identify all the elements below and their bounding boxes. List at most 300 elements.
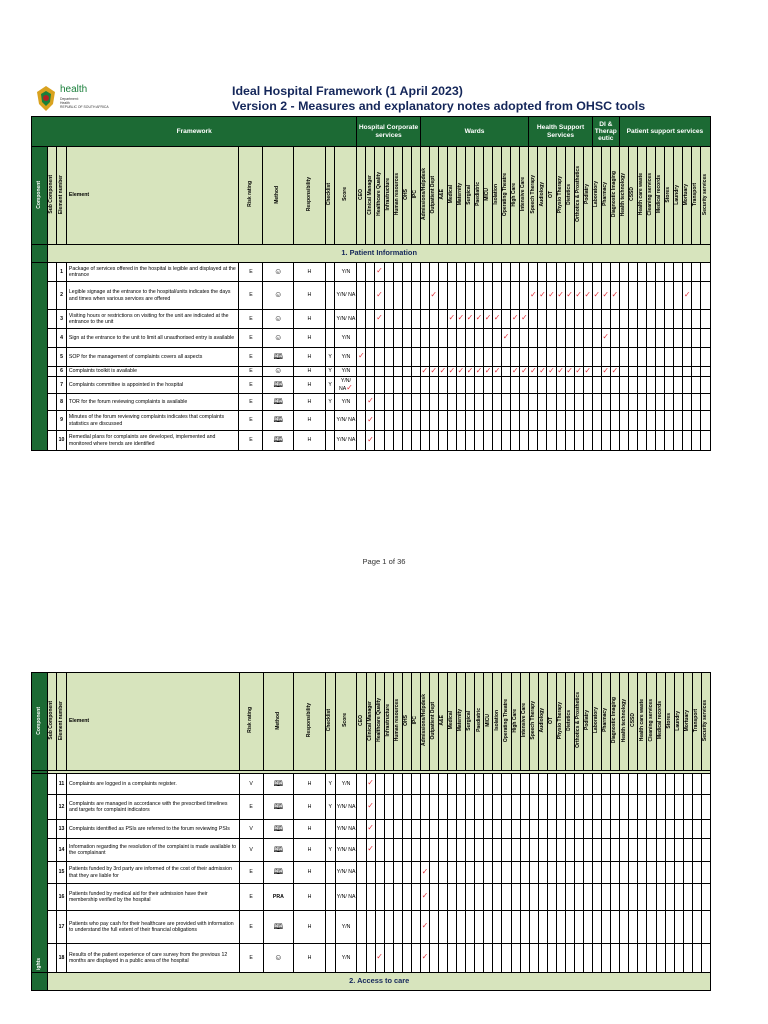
dept-cell xyxy=(475,839,484,862)
dept-cell xyxy=(457,774,466,795)
dept-cell xyxy=(592,310,601,329)
dept-cell xyxy=(502,431,511,451)
dept-cell xyxy=(438,263,447,282)
dept-cell xyxy=(456,310,465,329)
checkmark-icon: ✓ xyxy=(367,844,374,854)
smiley-face-icon: ☺ xyxy=(274,366,283,376)
element-text: Patients funded by medical aid for their admission have their membership verified by the hospital xyxy=(66,884,239,911)
page-footer: Page 1 of 36 xyxy=(362,557,406,566)
dept-cell xyxy=(656,282,665,310)
checklist xyxy=(325,263,335,282)
dept-cell xyxy=(402,820,411,839)
dept-label: MICU xyxy=(484,714,491,727)
dept-label: Health care waste xyxy=(638,699,645,742)
dept-cell xyxy=(701,795,710,820)
open-book-icon: 🕮 xyxy=(273,435,283,445)
dept-cell xyxy=(375,944,384,973)
dept-cell xyxy=(593,862,602,884)
dept-cell xyxy=(610,263,619,282)
responsibility: H xyxy=(294,310,326,329)
dept-label: High Care xyxy=(511,708,518,733)
table-row xyxy=(32,911,711,944)
dept-cell xyxy=(375,774,384,795)
dept-cell xyxy=(520,367,529,377)
dept-cell xyxy=(619,310,628,329)
dept-cell xyxy=(601,431,610,451)
responsibility: H xyxy=(294,394,326,411)
sub-component-cell xyxy=(48,431,57,451)
dept-cell xyxy=(475,862,484,884)
checkmark-icon: ✓ xyxy=(557,289,564,299)
dept-cell xyxy=(366,367,375,377)
dept-cell xyxy=(574,862,583,884)
checklist xyxy=(325,329,335,348)
checkmark-icon: ✓ xyxy=(511,366,519,375)
dept-cell xyxy=(411,431,420,451)
dept-cell xyxy=(619,367,628,377)
dept-cell xyxy=(529,884,538,911)
checkmark-icon: ✓ xyxy=(475,366,483,375)
dept-cell xyxy=(556,367,565,377)
checkmark-icon: ✓ xyxy=(530,366,537,375)
table-row xyxy=(32,310,711,329)
dept-cell xyxy=(592,282,601,310)
dept-header-orthotics-prosthetics xyxy=(574,673,583,771)
risk-rating: E xyxy=(239,795,263,820)
dept-label: Transport xyxy=(692,182,699,206)
dept-cell xyxy=(574,795,583,820)
element-number: 2 xyxy=(57,282,67,310)
dept-cell xyxy=(457,884,466,911)
checkmark-icon: ✓ xyxy=(358,351,365,361)
responsibility: H xyxy=(294,774,326,795)
dept-cell xyxy=(438,394,447,411)
dept-cell xyxy=(384,367,393,377)
dept-cell xyxy=(611,884,620,911)
dept-cell xyxy=(429,367,438,377)
table-row xyxy=(32,944,711,973)
checkmark-icon: ✓ xyxy=(439,366,447,375)
dept-cell xyxy=(647,884,656,911)
dept-cell xyxy=(357,329,366,348)
responsibility: H xyxy=(294,884,326,911)
health-support-header: Health Support Services xyxy=(529,117,592,147)
dept-header-isolation xyxy=(493,147,502,245)
dept-label: Healthcare Quality xyxy=(375,698,382,743)
checkmark-icon: ✓ xyxy=(421,921,429,931)
column-header-method-label: Method xyxy=(274,711,281,730)
title-line-1: Ideal Hospital Framework (1 April 2023) xyxy=(232,84,463,98)
dept-cell xyxy=(547,944,556,973)
dept-cell xyxy=(529,774,538,795)
dept-label: Medical xyxy=(448,185,455,204)
coat-of-arms-icon xyxy=(33,84,59,114)
dept-cell xyxy=(402,839,411,862)
dept-cell xyxy=(456,377,465,394)
dept-label: Pharmacy xyxy=(601,182,608,207)
column-header-responsibility xyxy=(294,147,326,245)
dept-cell xyxy=(620,911,629,944)
dept-cell xyxy=(439,839,448,862)
dept-cell xyxy=(465,367,474,377)
dept-cell xyxy=(384,411,393,431)
element-number: 18 xyxy=(57,944,67,973)
dept-cell xyxy=(647,911,656,944)
dept-cell xyxy=(628,263,637,282)
table-row xyxy=(32,367,711,377)
sub-component-cell xyxy=(48,282,57,310)
dept-label: Laundry xyxy=(674,710,681,731)
dept-cell xyxy=(402,411,411,431)
dept-cell xyxy=(456,282,465,310)
dept-cell xyxy=(583,394,592,411)
dept-cell xyxy=(511,367,520,377)
dept-cell xyxy=(502,411,511,431)
dept-cell xyxy=(602,839,611,862)
element-number: 6 xyxy=(57,367,67,377)
dept-cell xyxy=(375,310,384,329)
risk-rating: E xyxy=(239,431,263,451)
dept-label: OHS xyxy=(403,714,410,726)
dept-cell xyxy=(574,411,583,431)
dept-cell xyxy=(637,282,646,310)
dept-cell xyxy=(384,282,393,310)
dept-cell xyxy=(439,820,448,839)
dept-cell xyxy=(611,944,620,973)
responsibility: H xyxy=(294,329,326,348)
dept-cell xyxy=(601,329,610,348)
dept-label: Diagnostic Imaging xyxy=(611,697,618,744)
checklist xyxy=(325,862,335,884)
dept-cell xyxy=(474,367,483,377)
dept-cell xyxy=(665,431,674,451)
dept-cell xyxy=(602,862,611,884)
dept-cell xyxy=(502,367,511,377)
dept-header-high-care xyxy=(511,673,520,771)
dept-cell xyxy=(502,884,511,911)
dept-cell xyxy=(619,431,628,451)
dept-cell xyxy=(438,431,447,451)
dept-label: Laundry xyxy=(674,184,681,205)
dept-cell xyxy=(429,282,438,310)
dept-cell xyxy=(602,774,611,795)
dept-cell xyxy=(429,310,438,329)
score: Y/N xyxy=(335,911,357,944)
dept-label: OT xyxy=(548,716,555,724)
dept-cell xyxy=(366,944,375,973)
dept-cell xyxy=(538,795,547,820)
dept-cell xyxy=(366,310,375,329)
dept-label: OT xyxy=(547,190,554,198)
dept-cell xyxy=(674,310,683,329)
risk-rating: E xyxy=(239,862,263,884)
dept-cell xyxy=(529,839,538,862)
dept-cell xyxy=(493,367,502,377)
dept-header-micu xyxy=(484,673,493,771)
dept-cell xyxy=(665,774,674,795)
element-number: 16 xyxy=(57,884,67,911)
dept-cell xyxy=(493,795,502,820)
dept-cell xyxy=(484,839,493,862)
dept-cell xyxy=(511,348,520,367)
dept-cell xyxy=(574,431,583,451)
dept-cell xyxy=(692,394,701,411)
dept-cell xyxy=(511,282,520,310)
dept-cell xyxy=(610,377,619,394)
dept-cell xyxy=(565,862,574,884)
dept-header-intensive-care xyxy=(520,673,529,771)
table-row xyxy=(32,329,711,348)
dept-cell xyxy=(701,377,711,394)
dept-cell xyxy=(583,411,592,431)
dept-cell xyxy=(674,263,683,282)
checkmark-icon: ✓ xyxy=(566,289,573,299)
dept-label: Security services xyxy=(702,699,709,741)
score: Y/N xyxy=(335,348,357,367)
risk-rating: V xyxy=(239,774,263,795)
element-number: 15 xyxy=(57,862,67,884)
checkmark-icon: ✓ xyxy=(611,366,619,375)
dept-cell xyxy=(538,310,547,329)
score: Y/N/ NA xyxy=(335,884,357,911)
element-text: Complaints are managed in accordance with the prescribed timelines and targets for complaint indicators xyxy=(66,795,239,820)
dept-cell xyxy=(538,394,547,411)
dept-label: Physio Therapy xyxy=(557,701,564,740)
dept-header-podiatry xyxy=(583,147,592,245)
title-line-2: Version 2 - Measures and explanatory notes adopted from OHSC tools xyxy=(232,99,646,113)
dept-cell xyxy=(583,348,592,367)
dept-cell xyxy=(393,820,402,839)
dept-cell xyxy=(511,884,520,911)
dept-cell xyxy=(620,944,629,973)
dept-cell xyxy=(593,839,602,862)
risk-rating: E xyxy=(239,263,263,282)
checklist xyxy=(325,820,335,839)
dept-cell xyxy=(493,329,502,348)
dept-cell xyxy=(565,367,574,377)
dept-header-a-e xyxy=(439,673,448,771)
open-book-icon: 🕮 xyxy=(273,921,284,931)
column-header-method xyxy=(263,147,294,245)
dept-cell xyxy=(511,310,520,329)
dept-cell xyxy=(620,820,629,839)
checkmark-icon: ✓ xyxy=(602,289,610,299)
dept-cell xyxy=(565,310,574,329)
dept-cell xyxy=(474,310,483,329)
checkmark-icon: ✓ xyxy=(466,313,474,323)
dept-cell xyxy=(429,774,438,795)
dept-header-medical-records xyxy=(656,673,665,771)
element-text: Information regarding the resolution of the complaint is made available to the complainant xyxy=(66,839,239,862)
dept-cell xyxy=(474,329,483,348)
dept-cell xyxy=(384,795,393,820)
dept-cell xyxy=(357,282,366,310)
method-cell xyxy=(263,348,294,367)
dept-header-surgical xyxy=(465,147,474,245)
dept-cell xyxy=(584,795,593,820)
method-cell xyxy=(263,911,294,944)
component-band xyxy=(32,774,48,973)
dept-label: Audiology xyxy=(538,182,545,207)
responsibility: H xyxy=(294,944,326,973)
checkmark-icon: ✓ xyxy=(376,313,383,323)
dept-cell xyxy=(439,774,448,795)
checklist xyxy=(325,310,335,329)
dept-cell xyxy=(484,282,493,310)
dept-header-medical-records xyxy=(656,147,665,245)
dept-cell xyxy=(701,310,711,329)
risk-rating: E xyxy=(239,310,263,329)
dept-label: Podiatry xyxy=(583,184,590,205)
dept-label: Dietetics xyxy=(565,183,572,205)
dept-cell xyxy=(393,367,402,377)
dept-cell xyxy=(701,862,710,884)
dept-cell xyxy=(565,348,574,367)
dept-cell xyxy=(692,944,701,973)
dept-cell xyxy=(366,329,375,348)
dept-cell xyxy=(411,911,420,944)
checklist: Y xyxy=(325,377,335,394)
dept-cell xyxy=(547,911,556,944)
dept-header-outpatient-dept xyxy=(429,147,438,245)
column-header-responsibility-label: Responsibility xyxy=(305,177,312,212)
dept-cell xyxy=(393,862,402,884)
dept-cell xyxy=(456,348,465,367)
dept-cell xyxy=(538,263,547,282)
dept-cell xyxy=(457,820,466,839)
dept-cell xyxy=(556,282,565,310)
dept-cell xyxy=(474,377,483,394)
dept-cell xyxy=(429,862,438,884)
dept-cell xyxy=(565,411,574,431)
element-number: 17 xyxy=(57,911,67,944)
table-row xyxy=(32,820,711,839)
checkmark-icon: ✓ xyxy=(575,366,582,375)
dept-cell xyxy=(547,884,556,911)
dept-cell xyxy=(493,820,502,839)
dept-cell xyxy=(429,795,438,820)
column-header-method xyxy=(263,673,294,771)
dept-label: Mortuary xyxy=(683,709,690,732)
smiley-face-icon: ☺ xyxy=(274,313,283,323)
dept-label: Surgical xyxy=(466,184,473,205)
dept-header-physio-therapy xyxy=(556,673,565,771)
dept-cell xyxy=(593,944,602,973)
dept-cell xyxy=(466,839,475,862)
dept-cell xyxy=(520,263,529,282)
dept-cell xyxy=(574,944,583,973)
checkmark-icon: ✓ xyxy=(430,366,438,375)
dept-cell xyxy=(439,911,448,944)
dept-cell xyxy=(647,411,656,431)
dept-cell xyxy=(692,263,701,282)
dept-cell xyxy=(629,911,638,944)
dept-cell xyxy=(584,839,593,862)
dept-header-admissions-helpdesk xyxy=(420,673,429,771)
dept-cell xyxy=(701,367,711,377)
dept-header-mortuary xyxy=(683,673,692,771)
dept-cell xyxy=(474,282,483,310)
dept-cell xyxy=(583,282,592,310)
dept-cell xyxy=(411,944,420,973)
dept-header-healthcare-quality xyxy=(375,147,384,245)
dept-cell xyxy=(366,263,375,282)
dept-cell xyxy=(701,431,711,451)
dept-cell xyxy=(384,911,393,944)
dept-cell xyxy=(420,911,429,944)
dept-cell xyxy=(474,411,483,431)
dept-cell xyxy=(565,884,574,911)
checklist xyxy=(325,282,335,310)
checklist: Y xyxy=(325,348,335,367)
dept-cell xyxy=(584,774,593,795)
dept-cell xyxy=(619,411,628,431)
dept-cell xyxy=(692,282,701,310)
dept-label: Podiatry xyxy=(584,710,591,731)
dept-cell xyxy=(448,795,457,820)
dept-cell xyxy=(411,348,420,367)
method-cell xyxy=(263,944,294,973)
dept-cell xyxy=(384,820,393,839)
dept-cell xyxy=(375,839,384,862)
dept-cell xyxy=(628,431,637,451)
dept-cell xyxy=(466,795,475,820)
dept-cell xyxy=(602,944,611,973)
column-header-score xyxy=(335,673,357,771)
dept-header-laundry xyxy=(674,673,683,771)
dept-cell xyxy=(583,329,592,348)
dept-label: Paediatric xyxy=(475,182,482,207)
method-cell xyxy=(263,282,294,310)
checkmark-icon: ✓ xyxy=(602,366,610,375)
dept-cell xyxy=(610,329,619,348)
dept-label: Outpatient Dept xyxy=(429,175,436,214)
risk-rating: E xyxy=(239,377,263,394)
dept-cell xyxy=(502,310,511,329)
dept-cell xyxy=(493,911,502,944)
dept-label: Orthotics & Prosthetics xyxy=(575,692,582,749)
dept-cell xyxy=(574,377,583,394)
score: Y/N xyxy=(335,367,357,377)
dept-cell xyxy=(520,911,529,944)
dept-cell xyxy=(674,911,683,944)
dept-cell xyxy=(366,862,375,884)
dept-cell xyxy=(656,795,665,820)
checkmark-icon: ✓ xyxy=(376,289,383,299)
dept-cell xyxy=(420,884,429,911)
dept-header-pharmacy xyxy=(601,147,610,245)
dept-cell xyxy=(592,263,601,282)
column-header-component xyxy=(32,673,48,771)
dept-cell xyxy=(638,774,647,795)
dept-cell xyxy=(357,795,366,820)
column-header-element: Element xyxy=(66,147,239,245)
dept-cell xyxy=(565,944,574,973)
dept-cell xyxy=(665,394,674,411)
dept-label: Operating Theatre xyxy=(502,698,509,742)
sub-component-cell xyxy=(48,329,57,348)
dept-cell xyxy=(683,263,692,282)
dept-cell xyxy=(683,310,692,329)
checklist xyxy=(325,884,335,911)
smiley-face-icon: ☺ xyxy=(274,266,283,276)
sub-component-cell xyxy=(48,820,57,839)
dept-cell xyxy=(647,944,656,973)
dept-cell xyxy=(665,944,674,973)
dept-cell xyxy=(538,862,547,884)
dept-cell xyxy=(701,329,711,348)
dept-cell xyxy=(647,795,656,820)
